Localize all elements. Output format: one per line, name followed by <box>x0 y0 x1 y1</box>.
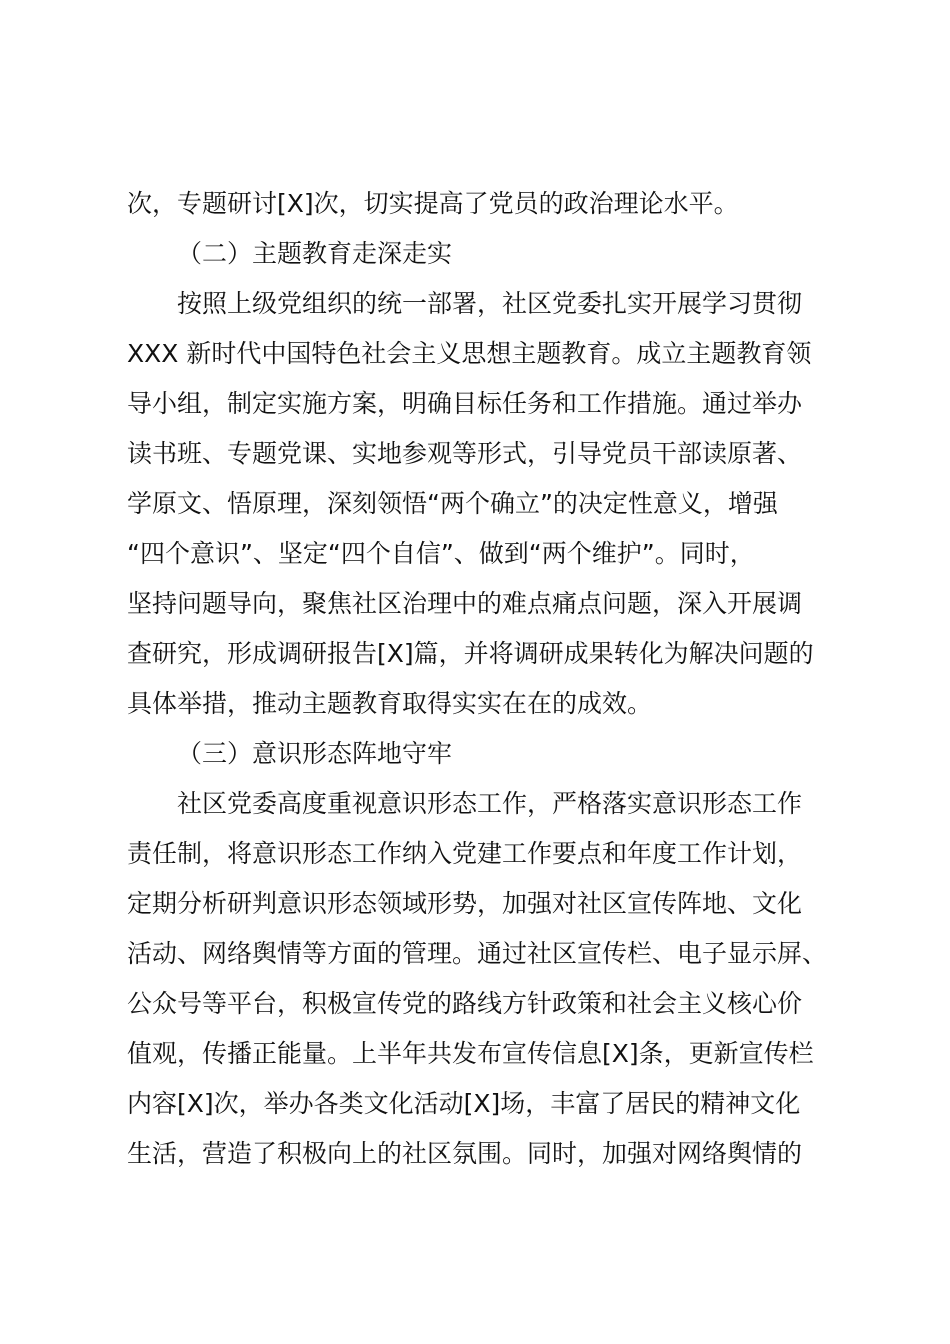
body-line: 定期分析研判意识形态领域形势，加强对社区宣传阵地、文化 <box>127 889 803 918</box>
body-line: 社区党委高度重视意识形态工作，严格落实意识形态工作 <box>177 789 803 818</box>
document-body <box>127 184 847 1184</box>
section-heading-3: （三）意识形态阵地守牢 <box>177 739 453 768</box>
body-line: 导小组，制定实施方案，明确目标任务和工作措施。通过举办 <box>127 389 803 418</box>
body-line: “四个意识”、坚定“四个自信”、做到“两个维护”。同时， <box>127 539 755 568</box>
body-line: 坚持问题导向，聚焦社区治理中的难点痛点问题，深入开展调 <box>127 589 803 618</box>
body-line: 读书班、专题党课、实地参观等形式，引导党员干部读原著、 <box>127 439 803 468</box>
body-line: 学原文、悟原理，深刻领悟“两个确立”的决定性意义，增强 <box>127 489 778 518</box>
body-line: 次，专题研讨[X]次，切实提高了党员的政治理论水平。 <box>127 189 739 218</box>
body-line: 生活，营造了积极向上的社区氛围。同时，加强对网络舆情的 <box>127 1139 803 1168</box>
body-line: 值观，传播正能量。上半年共发布宣传信息[X]条，更新宣传栏 <box>127 1039 814 1068</box>
body-line: 按照上级党组织的统一部署，社区党委扎实开展学习贯彻 <box>177 289 803 318</box>
body-line: XXX 新时代中国特色社会主义思想主题教育。成立主题教育领 <box>127 339 812 368</box>
body-line: 活动、网络舆情等方面的管理。通过社区宣传栏、电子显示屏、 <box>127 939 828 968</box>
body-line: 查研究，形成调研报告[X]篇，并将调研成果转化为解决问题的 <box>127 639 814 668</box>
section-heading-2: （二）主题教育走深走实 <box>177 239 453 268</box>
body-line: 责任制，将意识形态工作纳入党建工作要点和年度工作计划， <box>127 839 803 868</box>
body-line: 内容[X]次，举办各类文化活动[X]场，丰富了居民的精神文化 <box>127 1089 801 1118</box>
body-line: 公众号等平台，积极宣传党的路线方针政策和社会主义核心价 <box>127 989 803 1018</box>
body-line: 具体举措，推动主题教育取得实实在在的成效。 <box>127 689 653 718</box>
